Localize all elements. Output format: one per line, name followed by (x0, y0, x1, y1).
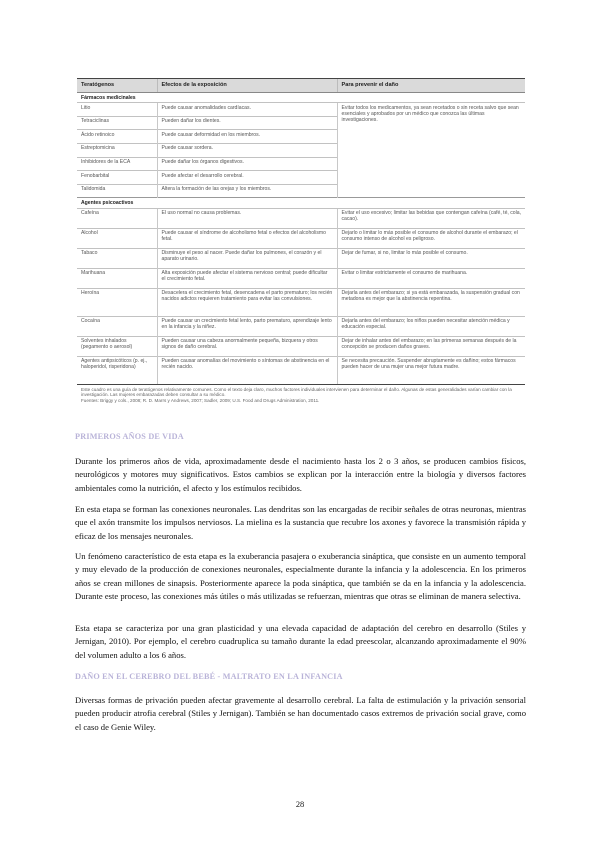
teratogens-table-figure (77, 78, 525, 404)
effect-cell: Puede causar el síndrome de alcoholismo fetal o efectos del alcoholismo fetal. (157, 228, 337, 248)
table-row (77, 268, 525, 288)
table-row (77, 228, 525, 248)
effect-cell: El uso normal no causa problemas. (157, 208, 337, 228)
agent-cell: Alcohol (77, 228, 157, 248)
agent-cell: Estreptomicina (77, 143, 157, 157)
effect-cell: Disminuye el peso al nacer. Puede dañar los pulmones, el corazón y el aparato urinario. (157, 248, 337, 268)
effect-cell: Pueden dañar los dientes. (157, 116, 337, 130)
prevention-cell: Dejarla antes del embarazo; si ya está embarazada, la suspensión gradual con metadona es mejor que la abstinencia repentina. (337, 288, 525, 316)
table-section-row (77, 93, 525, 103)
agent-cell: Agentes antipsicóticos (p. ej., haloperidol, risperidona) (77, 356, 157, 384)
table-row (77, 336, 525, 356)
agent-cell: Cafeína (77, 208, 157, 228)
effect-cell: Puede dañar los órganos digestivos. (157, 157, 337, 171)
prevention-cell: Dejar de fumar, si no, limitar lo más posible el consumo. (337, 248, 525, 268)
prevention-cell: Se necesita precaución. Suspender abruptamente es dañino; estos fármacos pueden hacer de una mujer una mejor futura madre. (337, 356, 525, 384)
effect-cell: Puede causar deformidad en los miembros. (157, 130, 337, 144)
effect-cell: Alta exposición puede afectar el sistema nervioso central; puede dificultar el crecimiento fetal. (157, 268, 337, 288)
table-row (77, 288, 525, 316)
effect-cell: Desacelera el crecimiento fetal, desencadena el parto prematuro; los recién nacidos adictos requieren tratamiento para evitar las convulsiones. (157, 288, 337, 316)
prevention-cell: Evitar todos los medicamentos, ya sean recetados o sin receta salvo que sean esenciales y aprobados por un médico que conozca las últimas investigaciones. (337, 103, 525, 198)
agent-cell: Inhibidores de la ECA (77, 157, 157, 171)
agent-cell: Heroína (77, 288, 157, 316)
effect-cell: Altera la formación de las orejas y los miembros. (157, 184, 337, 198)
table-row (77, 248, 525, 268)
column-header: Para prevenir el daño (337, 79, 525, 93)
table-row (77, 103, 525, 117)
table-note (77, 387, 525, 404)
column-header: Efectos de la exposición (157, 79, 337, 93)
effect-cell: Pueden causar anomalías del movimiento o síntomas de abstinencia en el recién nacido. (157, 356, 337, 384)
prevention-cell: Dejar de inhalar antes del embarazo; en las primeras semanas después de la concepción se producen daños graves. (337, 336, 525, 356)
agent-cell: Fenobarbital (77, 171, 157, 185)
table-source: Fuentes: Briggy y cols., 2008; R. D. Marrs y Andrews, 2007; Sadler, 2009; U.S. Food and Drugs Administration, 2011. (81, 398, 320, 404)
effect-cell: Pueden causar una cabeza anormalmente pequeña, bizquera y otros signos de daño cerebral. (157, 336, 337, 356)
paragraph: En esta etapa se forman las conexiones neuronales. Las dendritas son las encargadas de recibir señales de otras neuronas, mientras que el axón transmite los impulsos nerviosos. La mielina es la sustancia que recubre los axones y favorece la transmisión rápida y eficaz de los mensajes neuronales. (75, 504, 526, 541)
effect-cell: Puede causar sordera. (157, 143, 337, 157)
table-row (77, 356, 525, 384)
table-section-row (77, 198, 525, 208)
paragraph: Diversas formas de privación pueden afectar gravemente al desarrollo cerebral. La falta de estimulación y la privación sensorial pueden producir atrofia cerebral (Stiles y Jernigan). También se han documentado casos extremos de privación social grave, como el caso de Genie Wiley. (75, 695, 526, 732)
paragraph: Durante los primeros años de vida, aproximadamente desde el nacimiento hasta los 2 o 3 años, se producen cambios físicos, neurológicos y motores muy significativos. Estos cambios se explican por la interacción entre la biología y diversos factores ambientales como la nutrición, el afecto y los estímulos recibidos. (75, 456, 526, 493)
agent-cell: Solventes inhalados (pegamento o aerosol) (77, 336, 157, 356)
agent-cell: Talidomida (77, 184, 157, 198)
table-header-row (77, 79, 525, 93)
agent-cell: Cocaína (77, 316, 157, 336)
agent-cell: Litio (77, 103, 157, 117)
prevention-cell: Dejarla antes del embarazo; los niños pueden necesitar atención médica y educación especial. (337, 316, 525, 336)
prevention-cell: Evitar el uso excesivo; limitar las bebidas que contengan cafeína (café, té, cola, cacao). (337, 208, 525, 228)
paragraph: Un fenómeno característico de esta etapa es la exuberancia pasajera o exuberancia sináptica, que consiste en un aumento temporal y muy elevado de la producción de conexiones neuronales, especialmente durante la infancia y la adolescencia. En los primeros años se crean millones de sinapsis. Posteriormente aparece la poda sináptica, que también se da en la infancia y la adolescencia. Durante este proceso, las conexiones más útiles o más utilizadas se refuerzan, mientras que otras se eliminan de manera selectiva. (75, 551, 526, 601)
section-heading-dano-cerebro: DAÑO EN EL CEREBRO DEL BEBÉ - MALTRATO EN LA INFANCIA (75, 672, 343, 681)
section-title: Agentes psicoactivos (77, 198, 525, 208)
agent-cell: Tabaco (77, 248, 157, 268)
agent-cell: Marihuana (77, 268, 157, 288)
paragraph: Esta etapa se caracteriza por una gran plasticidad y una elevada capacidad de adaptación del cerebro en desarrollo (Stiles y Jernigan, 2010). Por ejemplo, el cerebro cuadruplica su tamaño durante la edad preescolar, alcanzando aproximadamente el 90% del volumen adulto a los 6 años. (75, 623, 526, 660)
column-header: Teratógenos (77, 79, 157, 93)
table-row (77, 316, 525, 336)
page-number: 28 (295, 800, 305, 809)
table-row (77, 208, 525, 228)
table-note-text: Este cuadro es una guía de teratógenos relativamente comunes. Como el texto deja claro, muchos factores individuales intervienen para determinar el daño. Algunas de estas generalidades varían cambiar con la investigación. Las mujeres embarazadas deben consultar a su médico. (81, 386, 512, 398)
effect-cell: Puede afectar el desarrollo cerebral. (157, 171, 337, 185)
effect-cell: Puede causar un crecimiento fetal lento, parto prematuro, aprendizaje lento en la infancia y la niñez. (157, 316, 337, 336)
section-title: Fármacos medicinales (77, 93, 525, 103)
prevention-cell: Dejarlo o limitar lo más posible el consumo de alcohol durante el embarazo; el consumo intenso de alcohol es peligroso. (337, 228, 525, 248)
teratogens-table (77, 78, 525, 385)
agent-cell: Tetraciclinas (77, 116, 157, 130)
effect-cell: Puede causar anomalidades cardíacas. (157, 103, 337, 117)
agent-cell: Ácido retinoico (77, 130, 157, 144)
section-heading-primeros-anos: PRIMEROS AÑOS DE VIDA (75, 432, 184, 441)
prevention-cell: Evitar o limitar estrictamente el consumo de marihuana. (337, 268, 525, 288)
